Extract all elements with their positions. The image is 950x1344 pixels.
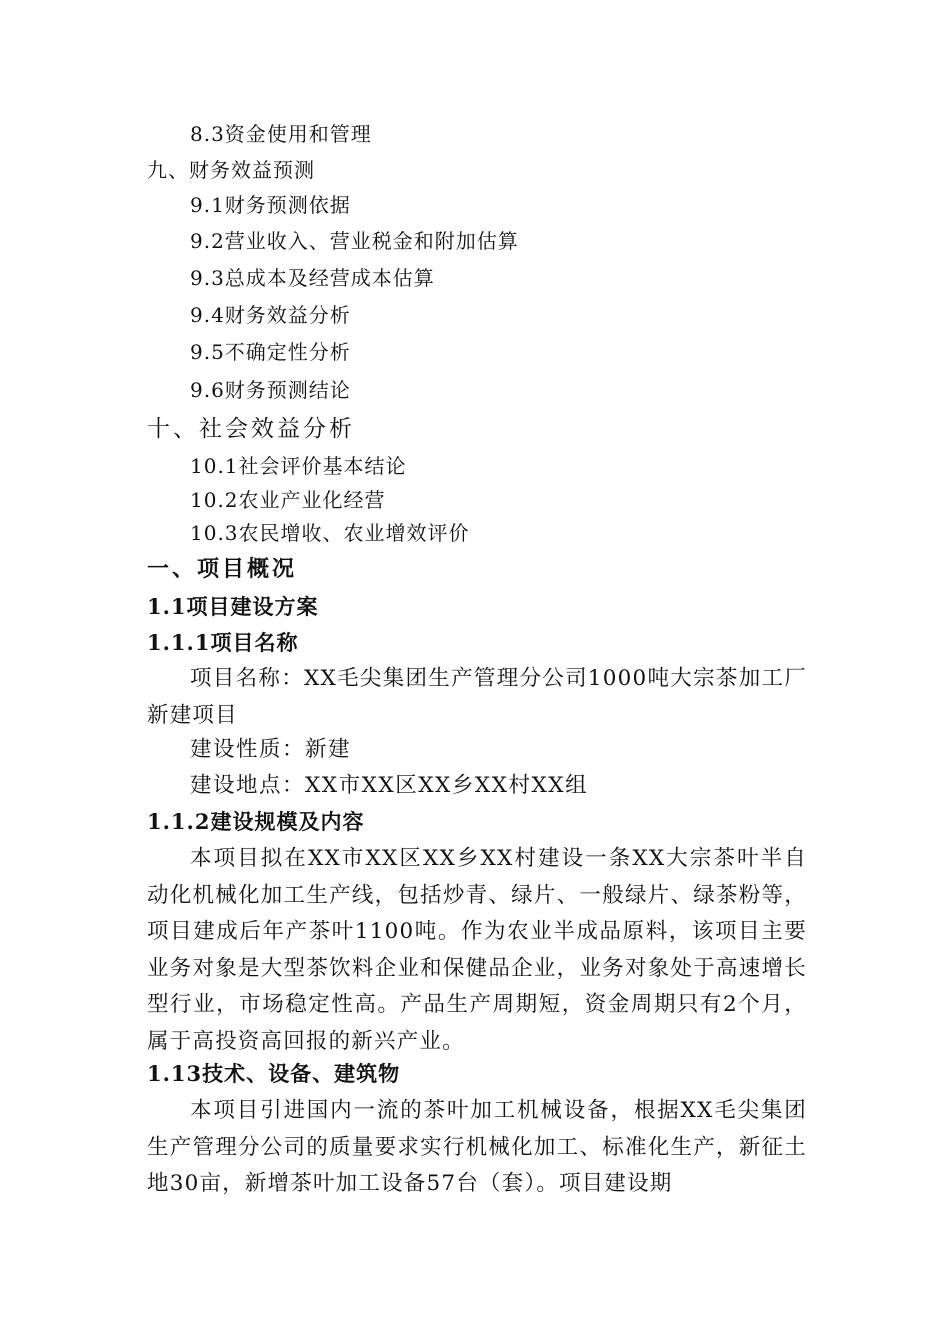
toc-entry-10-2: 10.2农业产业化经营 (190, 488, 386, 512)
section-1-1-2-heading: 1.1.2建设规模及内容 (147, 809, 365, 834)
toc-entry-9-2: 9.2营业收入、营业税金和附加估算 (190, 229, 519, 253)
toc-entry-9-5: 9.5不确定性分析 (190, 340, 351, 364)
toc-entry-8-3: 8.3资金使用和管理 (190, 122, 372, 146)
build-nature-field: 建设性质：新建 (190, 737, 352, 762)
toc-entry-9-3: 9.3总成本及经营成本估算 (190, 266, 435, 290)
scale-content-paragraph: 本项目拟在XX市XX区XX乡XX村建设一条XX大宗茶叶半自动化机械化加工生产线，包括炒青、绿片、一般绿片、绿茶粉等，项目建成后年产茶叶1100吨。作为农业半成品原料，该项目主要业务对象是大型茶饮料企业和保健品企业，业务对象处于高速增长型行业，市场稳定性高。产品生产周期短，资金周期只有2个月，属于高投资高回报的新兴产业。 (147, 846, 807, 1054)
toc-entry-9-1: 9.1财务预测依据 (190, 193, 351, 217)
toc-section-10: 十、社会效益分析 (147, 416, 355, 442)
section-1-1-3-heading: 1.13技术、设备、建筑物 (147, 1061, 401, 1086)
toc-section-9: 九、财务效益预测 (147, 158, 315, 182)
toc-entry-10-3: 10.3农民增收、农业增效评价 (190, 521, 470, 545)
toc-entry-9-4: 9.4财务效益分析 (190, 303, 351, 327)
tech-equipment-paragraph: 本项目引进国内一流的茶叶加工机械设备，根据XX毛尖集团生产管理分公司的质量要求实行机械化加工、标准化生产，新征土地30亩，新增茶叶加工设备57台（套）。项目建设期 (147, 1098, 807, 1196)
section-1-1-1-heading: 1.1.1项目名称 (147, 630, 299, 655)
build-location-field: 建设地点：XX市XX区XX乡XX村XX组 (190, 773, 589, 798)
toc-entry-10-1: 10.1社会评价基本结论 (190, 454, 407, 478)
chapter-1-heading: 一、项目概况 (147, 556, 298, 582)
section-1-1-heading: 1.1项目建设方案 (147, 594, 319, 619)
project-name-paragraph: 项目名称：XX毛尖集团生产管理分公司1000吨大宗茶加工厂新建项目 (147, 666, 807, 728)
toc-entry-9-6: 9.6财务预测结论 (190, 378, 351, 402)
